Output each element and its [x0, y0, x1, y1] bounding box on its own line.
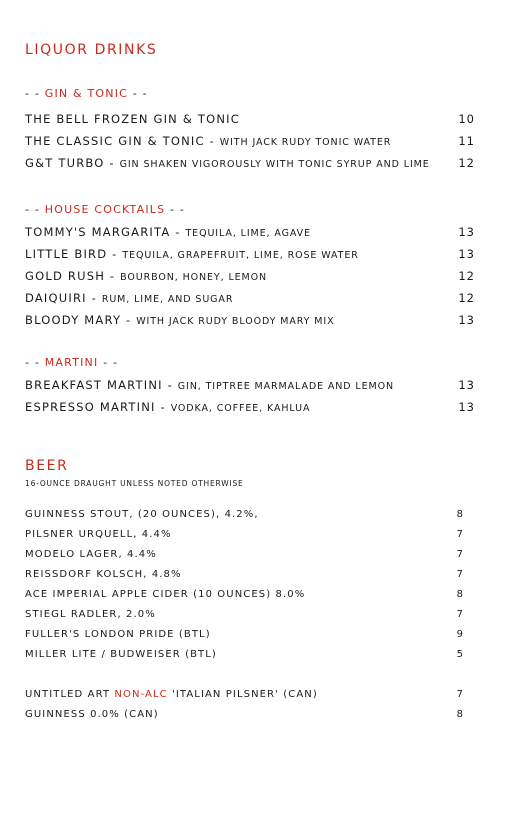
menu-item: G&T TURBO - GIN SHAKEN VIGOROUSLY WITH TONIC SYRUP AND LIME 12 [25, 156, 475, 170]
beer-item [25, 569, 475, 585]
beer-price: 7 [456, 549, 464, 560]
item-description: TEQUILA, GRAPEFRUIT, LIME, ROSE WATER [122, 250, 359, 261]
beer-price: 5 [456, 649, 464, 660]
beer-item [25, 609, 475, 625]
martini-label: MARTINI [44, 356, 99, 369]
menu-item: GOLD RUSH - BOURBON, HONEY, LEMON 12 [25, 269, 475, 283]
item-price: 12 [458, 269, 475, 283]
house-cocktails-subheading: - - HOUSE COCKTAILS - - [25, 203, 186, 216]
item-price: 12 [458, 291, 475, 305]
beer-price: 7 [456, 529, 464, 540]
item-price: 13 [458, 400, 475, 414]
liquor-drinks-heading: LIQUOR DRINKS [25, 42, 158, 58]
beer-item [25, 629, 475, 645]
item-price: 13 [458, 313, 475, 327]
item-price: 12 [458, 156, 475, 170]
item-name: BREAKFAST MARTINI [25, 378, 163, 392]
beer-name: REISSDORF KOLSCH, 4.8% [25, 569, 182, 580]
item-name: THE CLASSIC GIN & TONIC [25, 134, 205, 148]
beer-item [25, 529, 475, 545]
item-description: TEQUILA, LIME, AGAVE [185, 228, 311, 239]
item-description: WITH JACK RUDY TONIC WATER [219, 137, 392, 148]
menu-item: ESPRESSO MARTINI - VODKA, COFFEE, KAHLUA 13 [25, 400, 475, 414]
nonalc-brand: UNTITLED ART [25, 689, 115, 700]
item-price: 10 [458, 112, 475, 126]
beer-name: PILSNER URQUELL, 4.4% [25, 529, 172, 540]
item-description: BOURBON, HONEY, LEMON [120, 272, 268, 283]
item-name: DAIQUIRI [25, 291, 87, 305]
menu-item: BREAKFAST MARTINI - GIN, TIPTREE MARMALADE AND LEMON 13 [25, 378, 475, 392]
item-price: 13 [458, 378, 475, 392]
beer-price: 8 [456, 709, 464, 720]
item-name: TOMMY'S MARGARITA [25, 225, 171, 239]
item-price: 13 [458, 225, 475, 239]
beer-name: MODELO LAGER, 4.4% [25, 549, 157, 560]
item-name: ESPRESSO MARTINI [25, 400, 156, 414]
item-name: BLOODY MARY [25, 313, 122, 327]
beer-item [25, 589, 475, 605]
gin-tonic-subheading: - - GIN & TONIC - - [25, 87, 148, 100]
nonalc-item [25, 689, 475, 705]
beer-heading: BEER [25, 458, 69, 474]
item-description: GIN, TIPTREE MARMALADE AND LEMON [177, 381, 395, 392]
beer-price: 7 [456, 689, 464, 700]
item-description: GIN SHAKEN VIGOROUSLY WITH TONIC SYRUP AND LIME [119, 159, 430, 170]
menu-item: DAIQUIRI - RUM, LIME, AND SUGAR 12 [25, 291, 475, 305]
item-name: THE BELL FROZEN GIN & TONIC [25, 112, 240, 126]
beer-item [25, 549, 475, 565]
item-description: RUM, LIME, AND SUGAR [101, 294, 234, 305]
beer-item [25, 509, 475, 525]
item-name: LITTLE BIRD [25, 247, 108, 261]
beer-name: MILLER LITE / BUDWEISER (BTL) [25, 649, 217, 660]
nonalc-tag: NON-ALC [114, 689, 168, 700]
item-name: GOLD RUSH [25, 269, 106, 283]
martini-subheading: - - MARTINI - - [25, 356, 119, 369]
beer-price: 8 [456, 589, 464, 600]
item-price: 11 [458, 134, 475, 148]
beer-item [25, 649, 475, 665]
menu-item: BLOODY MARY - WITH JACK RUDY BLOODY MARY MIX 13 [25, 313, 475, 327]
menu-item: THE CLASSIC GIN & TONIC - WITH JACK RUDY TONIC WATER 11 [25, 134, 475, 148]
menu-item [25, 112, 475, 128]
beer-name: ACE IMPERIAL APPLE CIDER (10 OUNCES) 8.0% [25, 589, 306, 600]
beer-price: 9 [456, 629, 464, 640]
beer-note: 16-OUNCE DRAUGHT UNLESS NOTED OTHERWISE [25, 479, 244, 488]
beer-name: STIEGL RADLER, 2.0% [25, 609, 156, 620]
nonalc-style: 'ITALIAN PILSNER' (CAN) [167, 689, 318, 700]
beer-name: GUINNESS 0.0% (CAN) [25, 709, 159, 720]
beer-price: 7 [456, 609, 464, 620]
item-price: 13 [458, 247, 475, 261]
beer-name: FULLER'S LONDON PRIDE (BTL) [25, 629, 211, 640]
house-cocktails-label: HOUSE COCKTAILS [44, 203, 166, 216]
menu-item: LITTLE BIRD - TEQUILA, GRAPEFRUIT, LIME, ROSE WATER 13 [25, 247, 475, 261]
beer-price: 7 [456, 569, 464, 580]
item-name: G&T TURBO [25, 156, 105, 170]
gin-tonic-label: GIN & TONIC [44, 87, 129, 100]
item-description: VODKA, COFFEE, KAHLUA [170, 403, 311, 414]
nonalc-item [25, 709, 475, 725]
beer-name: GUINNESS STOUT, (20 OUNCES), 4.2%, [25, 509, 259, 520]
menu-item: TOMMY'S MARGARITA - TEQUILA, LIME, AGAVE 13 [25, 225, 475, 239]
beer-price: 8 [456, 509, 464, 520]
item-description: WITH JACK RUDY BLOODY MARY MIX [136, 316, 335, 327]
